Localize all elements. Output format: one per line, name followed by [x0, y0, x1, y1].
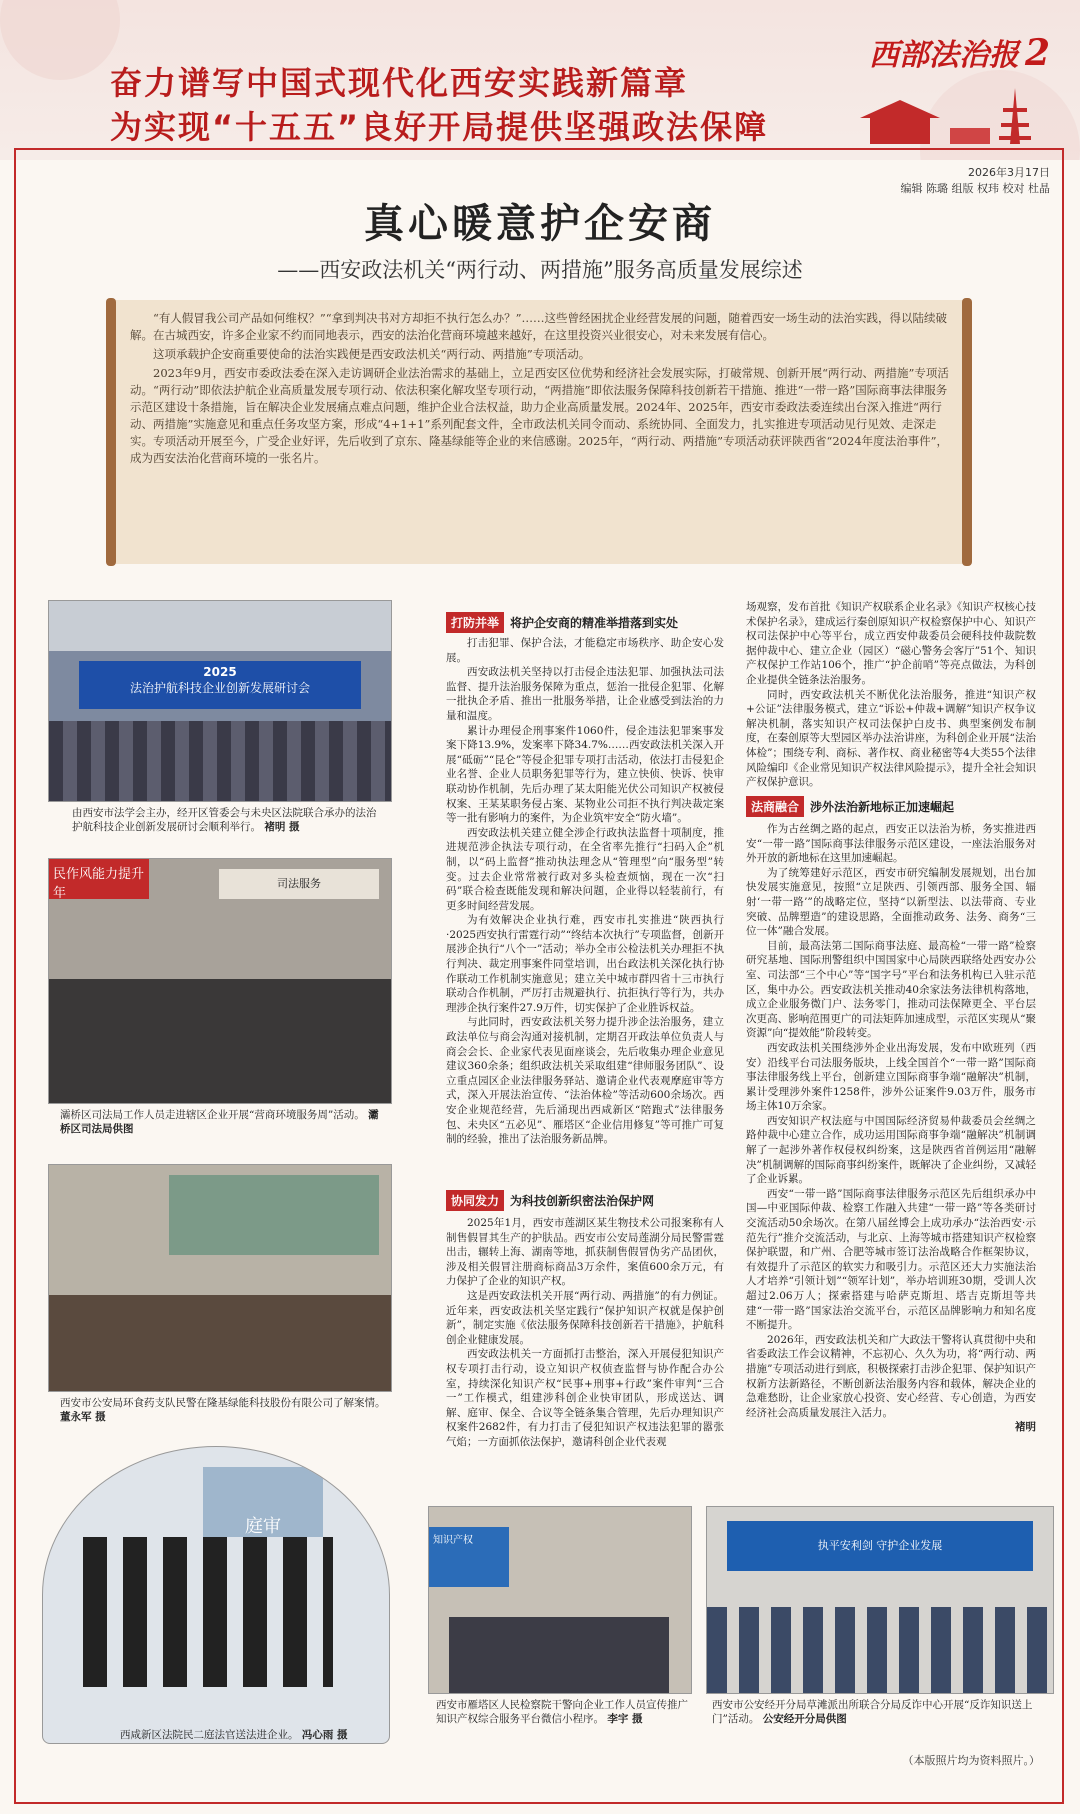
- section-heading: 为科技创新织密法治保护网: [510, 1194, 655, 1208]
- article-author: 褚明: [1015, 1421, 1036, 1434]
- seminar-banner: 法治护航科技企业创新发展研讨会: [129, 681, 310, 695]
- article-subtitle: ——西安政法机关“两行动、两措施”服务高质量发展综述: [277, 258, 803, 282]
- intro-para: 2023年9月，西安市委政法委在深入走访调研企业法治需求的基础上，立足西安区位优势和经济社会发展实际，打破常规、创新开展“两行动、两措施”专项活动。“两行动”即依法护航企业高质量发展专项行动、依法积案化解攻坚专项行动，“两措施”即依法服务保障科技创新若干措施、推进“一带一路”国际商事法律服务示范区建设十条措施，旨在解决企业发展痛点难点问题，维护企业合法权益，助力企业高质量发展。2024年、2025年，西安市委政法委连续出台深入推进“两行动、两措施”实施意见和重点任务攻坚方案，形成“4+1+1”系列配套文件，全市政法机关同令而动、系统协同、全面发力，扎实推进专项活动见行见效、走深走实。专项活动开展至今，广受企业好评，先后收到了京东、隆基绿能等企业的来信感谢。2025年，“两行动、两措施”专项活动获评陕西省“2024年度法治事件”，成为西安法治化营商环境的一张名片。: [130, 366, 949, 465]
- section-tag: 打防并举: [446, 612, 504, 633]
- section-heading: 将护企安商的精准举措落到实处: [510, 616, 679, 630]
- paragraph: 西安政法机关坚持以打击侵企违法犯罪、加强执法司法监督、提升法治服务保障为重点，惩治一批侵企犯罪、化解一批执企矛盾、推出一批服务举措，让企业感受到法治的力量和温度。: [446, 666, 724, 722]
- section-header-1: [446, 612, 678, 633]
- photo-footnote: （本版照片均为资料照片。）: [902, 1754, 1040, 1767]
- col-mid-b: [446, 1216, 724, 1450]
- photo-police-ip: [706, 1506, 1054, 1694]
- page-number: 2: [1024, 32, 1050, 74]
- paragraph: 西安知识产权法庭与中国国际经济贸易仲裁委员会丝绸之路仲裁中心建立合作，成功运用国际商事争端“融解决”机制调解了一起涉外著作权侵权纠纷案，这是陕西省首例运用“融解决”机制调解的国际商事纠纷案件，既解决了企业纠纷，又减轻了企业诉累。: [746, 1114, 1036, 1186]
- section-header-3: [746, 796, 954, 817]
- intro-text: [130, 310, 950, 469]
- hall-sign: 庭审: [203, 1467, 323, 1587]
- photo-credit: 董永军 摄: [60, 1411, 106, 1423]
- paragraph: 与此同时，西安政法机关努力提升涉企法治服务，建立政法单位与商会沟通对接机制，定期召开政法单位负责人与商会会长、企业家代表见面座谈会，先后收集办理企业意见建议360余条；组织政法机关采取组建“律师服务团队”、设立重点园区企业法律服务驿站、邀请企业代表观摩庭审等方式，深入开展法治宣传、“法治体检”等活动600余场次。西安企业规范经营，先后涌现出西咸新区“陪跑式”法律服务包、未央区“五必见”、雁塔区“企业信用修复”等可推广可复制的经验，推出了法治服务新品牌。: [446, 1016, 724, 1146]
- issue-date: 2026年3月17日: [968, 166, 1050, 179]
- article-title: 真心暖意护企安商: [364, 201, 716, 247]
- wall-sign: 司法服务: [219, 869, 379, 899]
- paragraph: 打击犯罪、保护合法，才能稳定市场秩序、助企安心发展。: [446, 637, 724, 664]
- photo-court-hall: [42, 1446, 390, 1744]
- paragraph: 场观察，发布首批《知识产权联系企业名录》《知识产权核心技术保护名录》，建成运行秦创原知识产权检察保护中心、知识产权司法保护中心等平台，成立西安仲裁委员会硬科技仲裁院数据仲裁中心、建立企业（园区）“磁心警务会客厅”51个、知识产权保护工作站106个，推广“护企前哨”等亮点做法，为科创企业提供全链条法治服务。: [746, 601, 1036, 686]
- section-tag: 法商融合: [746, 796, 804, 817]
- paragraph: 为了统筹建好示范区，西安市研究编制发展规划，出台加快发展实施意见，按照“立足陕西、引领西部、服务全国、辐射‘一带一路’”的战略定位，坚持“以新型法、以法带商、专业突破、品牌塑造”的建设思路，全面推动政务、法务、商务“三位一体”融合发展。: [746, 866, 1036, 938]
- masthead: [869, 30, 1050, 74]
- caption-text: 西咸新区法院民二庭法官送法进企业。: [120, 1729, 299, 1741]
- caption-text: 西安市公安局环食药支队民警在隆基绿能科技股份有限公司了解案情。: [60, 1397, 386, 1409]
- editor-credits: 编辑 陈璐 组版 权玮 校对 杜晶: [900, 182, 1050, 195]
- intro-para: “有人假冒我公司产品如何维权？”“拿到判决书对方却拒不执行怎么办？”……这些曾经困扰企业经营发展的问题，随着西安一场生动的法治实践，得以陆续破解。在古城西安，许多企业家不约而同地表示，西安的法治化营商环境越来越好，在这里投资兴业很安心，对未来发展有信心。: [130, 311, 948, 342]
- caption-bureau: [60, 1108, 386, 1136]
- caption-text: 由西安市法学会主办，经开区管委会与未央区法院联合承办的法治护航科技企业创新发展研讨会顺利举行。: [72, 807, 377, 833]
- paragraph: 西安政法机关围绕涉外企业出海发展，发布中欧班列（西安）沿线平台司法服务版块，上线全国首个“一带一路”国际商事法律服务线上平台，创新建立国际商事争端“融解决”机制，累计受理涉外案件1258件，涉外公证案件9.03万件，服务市场主体10万余家。: [746, 1041, 1036, 1113]
- audience: [707, 1607, 1053, 1693]
- scroll-rod-left-icon: [106, 298, 116, 566]
- caption-police: [60, 1396, 386, 1424]
- banner-sign: 民作风能力提升年: [49, 859, 149, 899]
- caption-police-ip: [712, 1698, 1052, 1726]
- meeting-table: [49, 979, 391, 1103]
- page-header: [0, 0, 1080, 160]
- paragraph: 西安政法机关一方面抓打击整治，深入开展侵犯知识产权专项打击行动，设立知识产权侦查监督与协作配合办公室，持续深化知识产权“民事+刑事+行政”案件审判“三合一”工作模式，组建涉科创企业快审团队，形成送达、调解、庭审、保全、合议等全链条集合管理，先后办理知识产权案件2682件，有力打击了侵犯知识产权违法犯罪的嚣张气焰；一方面抓依法保护，邀请科创企业代表观: [446, 1348, 724, 1448]
- header-title-line2: 为实现“十五五”良好开局提供坚强政法保障: [110, 108, 769, 146]
- paragraph: 2026年，西安政法机关和广大政法干警将认真贯彻中央和省委政法工作会议精神，不忘初心、久久为功，将“两行动、两措施”专项活动进行到底，积极探索打击涉企犯罪、保护知识产权新方法新路径，不断创新法治服务内容和载体，解决企业的急难愁盼，让企业家放心投资、安心经营、专心创造，为西安经济社会高质量发展注入活力。: [746, 1333, 1036, 1419]
- wall-picture: [169, 1175, 379, 1255]
- photo-bureau-visit: [48, 858, 392, 1104]
- col-right-a: [746, 600, 1036, 790]
- photo-credit: 灞桥区司法局供图: [60, 1109, 379, 1135]
- photo-credit: 褚明 摄: [264, 821, 300, 833]
- paragraph: 目前，最高法第二国际商事法庭、最高检“一带一路”检察研究基地、国际刑警组织中国国家中心局陕西联络处西安办公室、司法部“三个中心”等“国字号”平台和法务机构已入驻示范区，集中办公。西安政法机关推动40余家法务法律机构落地，成立企业服务微门户、法务零门，推动司法保障更全、平台层次更高、影响范围更广的司法矩阵加速成型，示范区实现从“聚资源”向“提效能”阶段转变。: [746, 939, 1036, 1040]
- masthead-name: 西部法治报: [868, 38, 1019, 73]
- photo-police-company: [48, 1164, 392, 1392]
- photo-credit: 公安经开分局供图: [762, 1713, 847, 1725]
- intro-para: 这项承载护企安商重要使命的法治实践便是西安政法机关“两行动、两措施”专项活动。: [153, 347, 591, 361]
- paragraph: 这是西安政法机关开展“两行动、两措施”的有力例证。近年来，西安政法机关坚定践行“保护知识产权就是保护创新”，制定实施《依法服务保障科技创新若干措施》，护航科创企业健康发展。: [446, 1289, 724, 1346]
- scroll-rod-right-icon: [962, 298, 972, 566]
- paragraph: 西安“一带一路”国际商事法律服务示范区先后组织承办中国—中亚国际仲裁、检察工作融入共建“一带一路”等各类研讨交流活动50余场次。在第八届丝博会上成功承办“法治西安·示范先行”推介交流活动，与北京、上海等城市搭建知识产权检察保护联盟，和广州、合肥等城市签订法治战略合作框架协议，有效提升了示范区的软实力和吸引力。示范区还大力实施法治人才培养“引领计划”“领军计划”，举办培训班30期，受训人次超过2.06万人；探索搭建与哈萨克斯坦、塔吉克斯坦等共建“一带一路”国家法治交流平台，示范区品牌影响力和知名度不断提升。: [746, 1187, 1036, 1332]
- section-header-2: [446, 1190, 654, 1211]
- section-tag: 协同发力: [446, 1190, 504, 1211]
- caption-court: [120, 1728, 360, 1742]
- office-floor: [49, 1295, 391, 1391]
- seminar-screen: [79, 661, 361, 709]
- procuratorate-sign: 知识产权: [429, 1527, 509, 1587]
- paragraph: 累计办理侵企刑事案件1060件，侵企违法犯罪案事发案下降13.9%，发案率下降34.7%……西安政法机关深入开展“砥砺”“昆仑”等侵企犯罪专项打击活动，依法打击侵犯企业名誉、企业人员职务犯罪等行为，建立快侦、快诉、快审联动协作机制，先后办理了某太阳能光伏公司知识产权被侵权案、王某某职务侵占案、某物业公司拒不执行判决裁定案等一批有影响力的案件，为企业筑牢安全“防火墙”。: [446, 724, 724, 825]
- people: [83, 1537, 333, 1687]
- header-title-line1: 奋力谱写中国式现代化西安实践新篇章: [110, 64, 689, 102]
- caption-text: 灞桥区司法局工作人员走进辖区企业开展“营商环境服务周”活动。: [60, 1109, 365, 1121]
- photo-credit: 李宇 摄: [607, 1713, 643, 1725]
- photo-credit: 冯心雨 摄: [301, 1729, 348, 1741]
- audience: [49, 721, 391, 801]
- caption-text: 西安市公安经开分局草滩派出所联合分局反诈中心开展“反诈知识送上门”活动。: [712, 1699, 1033, 1725]
- paragraph: 为有效解决企业执行难，西安市扎实推进“陕西执行·2025西安执行雷霆行动”“终结本次执行”专项监督，创新开展涉企执行“八个一”活动；举办全市公检法机关办理拒不执行判决、裁定刑事案件同堂培训，出台政法机关深化执行协作联动工作机制实施意见；建立关中城市群四省十三市执行联动合作机制，严厉打击规避执行、抗拒执行等行为，共办理涉企执行案件27.9万件，切实保护了企业胜诉权益。: [446, 914, 724, 1014]
- seminar-year: 2025: [203, 665, 237, 679]
- paragraph: 作为古丝绸之路的起点，西安正以法治为桥，务实推进西安“一带一路”国际商事法律服务示范区建设，一座法治服务对外开放的新地标在这里加速崛起。: [746, 823, 1036, 865]
- section-heading: 涉外法治新地标正加速崛起: [810, 800, 955, 814]
- caption-seminar: [72, 806, 382, 834]
- photo-seminar: [48, 600, 392, 802]
- paragraph: 2025年1月，西安市莲湖区某生物技术公司报案称有人制售假冒其生产的护肤品。西安市公安局莲湖分局民警雷霆出击，辗转上海、湖南等地，抓获制售假冒伪劣产品团伙，涉及相关假冒注册商标商品3万余件，案值600余万元，有力保护了企业的知识产权。: [446, 1217, 724, 1288]
- paragraph: 西安政法机关建立健全涉企行政执法监督十项制度，推进规范涉企执法专项行动，在全省率先推行“扫码入企”机制，以“码上监督”推动执法理念从“管理型”向“服务型”转变。过去企业常常被行政对多头检查烦恼，现在一次“扫码”联合检查既能发现和解决问题，企业得以轻装前行，有更多时间经营发展。: [446, 826, 724, 912]
- col-right-b: [746, 822, 1036, 1435]
- desk: [449, 1617, 669, 1693]
- paragraph: 同时，西安政法机关不断优化法治服务，推进“知识产权+公证”法律服务模式，建立“诉讼+仲裁+调解”知识产权争议解决机制，落实知识产权司法保护白皮书、典型案例发布制度，在秦创原等大型园区举办法治讲座，为科创企业开展“法治体检”；围绕专利、商标、著作权、商业秘密等4大类55个法律风险编印《企业常见知识产权法律风险提示》，提升全社会知识产权保护意识。: [746, 688, 1036, 789]
- event-screen: 执平安利剑 守护企业发展: [727, 1521, 1033, 1571]
- caption-text: 西安市雁塔区人民检察院干警向企业工作人员宣传推广知识产权综合服务平台微信小程序。: [436, 1699, 688, 1725]
- pagoda-icon: [860, 78, 1050, 148]
- photo-procuratorate: [428, 1506, 692, 1694]
- ceiling: [49, 601, 391, 651]
- col-mid-a: [446, 636, 724, 1147]
- caption-procuratorate: [436, 1698, 688, 1726]
